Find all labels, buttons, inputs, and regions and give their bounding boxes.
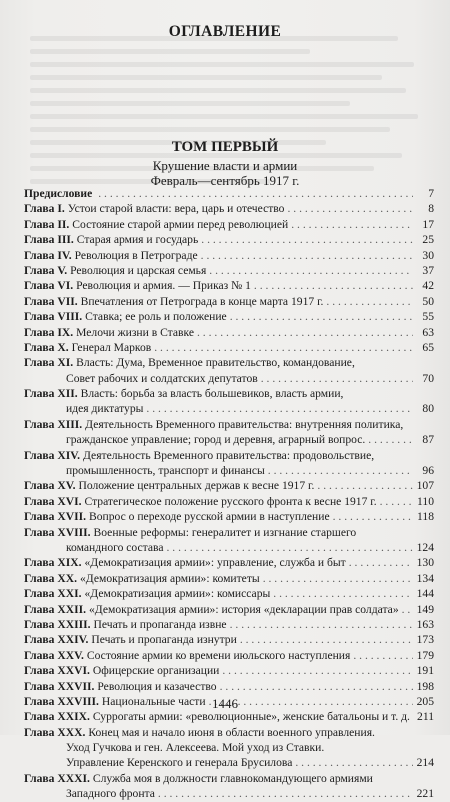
chapter-number: Глава XXIX. bbox=[24, 709, 90, 724]
chapter-number: Глава XXI. bbox=[24, 586, 81, 601]
dot-leader bbox=[220, 679, 413, 694]
chapter-title: Впечатления от Петрограда в конце марта 1917 г. bbox=[81, 294, 324, 309]
dot-leader bbox=[167, 540, 414, 555]
dot-leader bbox=[273, 586, 413, 601]
page-ref: 149 bbox=[416, 602, 434, 617]
toc-entry bbox=[24, 248, 434, 263]
chapter-title: «Демократизация армии»: история «декларации прав солдата» bbox=[89, 602, 399, 617]
page-ref: 96 bbox=[416, 463, 434, 478]
chapter-number: Глава XXII. bbox=[24, 602, 86, 617]
dot-leader bbox=[368, 432, 413, 447]
dot-leader bbox=[209, 263, 413, 278]
chapter-number: Глава XXVI. bbox=[24, 663, 90, 678]
chapter-title: Старая армия и государь bbox=[77, 232, 199, 247]
chapter-title: Революция в Петрограде bbox=[75, 248, 198, 263]
toc-entry bbox=[24, 786, 434, 801]
chapter-title: «Демократизация армии»: комитеты bbox=[80, 571, 260, 586]
page-ref: 124 bbox=[416, 540, 434, 555]
toc-entry bbox=[24, 540, 434, 555]
toc-entry bbox=[24, 663, 434, 678]
chapter-number: Глава XVII. bbox=[24, 509, 86, 524]
page-ref: 70 bbox=[416, 371, 434, 386]
toc-entry bbox=[24, 679, 434, 694]
chapter-title: Печать и пропаганда извне bbox=[94, 617, 227, 632]
chapter-number: Предисловие bbox=[24, 186, 92, 201]
toc-entry bbox=[24, 232, 434, 247]
chapter-number: Глава XIII. bbox=[24, 417, 82, 432]
chapter-number: Глава V. bbox=[24, 263, 67, 278]
page-ref: 205 bbox=[416, 694, 434, 709]
dot-leader bbox=[326, 294, 413, 309]
chapter-title: Состояние старой армии перед революцией bbox=[72, 217, 288, 232]
page-ref: 144 bbox=[416, 586, 434, 601]
volume-subtitle: Крушение власти и армии bbox=[0, 158, 450, 173]
toc-entry bbox=[24, 632, 434, 647]
dot-leader bbox=[254, 278, 413, 293]
toc-entry bbox=[24, 278, 434, 293]
dot-leader bbox=[317, 478, 413, 493]
page-heading: ОГЛАВЛЕНИЕ bbox=[0, 23, 450, 41]
chapter-number: Глава VII. bbox=[24, 294, 78, 309]
chapter-title: Деятельность Временного правительства: внутренняя политика, bbox=[85, 417, 403, 432]
dot-leader bbox=[353, 648, 413, 663]
toc-entry bbox=[24, 417, 434, 432]
chapter-title: гражданское управление; город и деревня, аграрный вопрос. bbox=[66, 432, 365, 447]
toc-entry bbox=[24, 201, 434, 216]
page-ref: 163 bbox=[416, 617, 434, 632]
chapter-title: Деятельность Временного правительства: продовольствие, bbox=[83, 448, 374, 463]
dot-leader bbox=[158, 786, 413, 801]
chapter-number: Глава XII. bbox=[24, 386, 78, 401]
toc-entry bbox=[24, 755, 434, 770]
page-ref: 50 bbox=[416, 294, 434, 309]
chapter-title: Власть: борьба за власть большевиков, власть армии, bbox=[81, 386, 344, 401]
toc-entry bbox=[24, 355, 434, 370]
toc-entry bbox=[24, 525, 434, 540]
toc-entry bbox=[24, 294, 434, 309]
chapter-title: Служба моя в должности главнокомандующего армиями bbox=[93, 771, 373, 786]
toc-entry bbox=[24, 340, 434, 355]
dot-leader bbox=[402, 602, 413, 617]
volume-dates: Февраль—сентябрь 1917 г. bbox=[0, 173, 450, 188]
dot-leader bbox=[197, 325, 413, 340]
chapter-number: Глава XVI. bbox=[24, 494, 81, 509]
dot-leader bbox=[295, 755, 413, 770]
dot-leader bbox=[154, 340, 413, 355]
chapter-title: Генерал Марков bbox=[72, 340, 152, 355]
dot-leader bbox=[349, 555, 413, 570]
page-ref: 191 bbox=[416, 663, 434, 678]
toc-entry bbox=[24, 555, 434, 570]
chapter-title: Революция и армия. — Приказ № 1 bbox=[76, 278, 251, 293]
toc-entry bbox=[24, 509, 434, 524]
toc-entry bbox=[24, 448, 434, 463]
toc-entry bbox=[24, 478, 434, 493]
page-ref: 65 bbox=[416, 340, 434, 355]
toc-entry bbox=[24, 401, 434, 416]
page-ref: 110 bbox=[416, 494, 434, 509]
page-ref: 198 bbox=[416, 679, 434, 694]
dot-leader bbox=[146, 401, 413, 416]
chapter-title: Ставка; ее роль и положение bbox=[85, 309, 227, 324]
chapter-number: Глава III. bbox=[24, 232, 74, 247]
dot-leader bbox=[98, 186, 413, 201]
page-ref: 55 bbox=[416, 309, 434, 324]
page-ref: 107 bbox=[416, 478, 434, 493]
toc-entry bbox=[24, 771, 434, 786]
chapter-title: Совет рабочих и солдатских депутатов bbox=[66, 371, 258, 386]
chapter-title: промышленность, транспорт и финансы bbox=[66, 463, 265, 478]
page-ref: 80 bbox=[416, 401, 434, 416]
toc-entry bbox=[24, 571, 434, 586]
toc-entry bbox=[24, 217, 434, 232]
toc-entry bbox=[24, 463, 434, 478]
toc-entry bbox=[24, 309, 434, 324]
dot-leader bbox=[287, 201, 413, 216]
chapter-number: Глава X. bbox=[24, 340, 69, 355]
dot-leader bbox=[201, 232, 413, 247]
chapter-number: Глава XXIII. bbox=[24, 617, 91, 632]
page-ref: 25 bbox=[416, 232, 434, 247]
chapter-number: Глава XXVIII. bbox=[24, 694, 99, 709]
dot-leader bbox=[380, 494, 413, 509]
chapter-number: Глава XXVII. bbox=[24, 679, 94, 694]
chapter-title: Положение центральных держав к весне 1917 г. bbox=[78, 478, 314, 493]
dot-leader bbox=[268, 463, 413, 478]
chapter-number: Глава XI. bbox=[24, 355, 73, 370]
chapter-title: Управление Керенского и генерала Брусилова bbox=[66, 755, 292, 770]
toc-entry bbox=[24, 740, 434, 755]
dot-leader bbox=[201, 248, 413, 263]
toc-entry bbox=[24, 494, 434, 509]
volume-title: ТОМ ПЕРВЫЙ bbox=[0, 139, 450, 156]
chapter-number: Глава XX. bbox=[24, 571, 77, 586]
chapter-number: Глава XXX. bbox=[24, 725, 85, 740]
chapter-title: Устои старой власти: вера, царь и отечество bbox=[68, 201, 285, 216]
page-ref: 221 bbox=[416, 786, 434, 801]
toc-entry bbox=[24, 186, 434, 201]
dot-leader bbox=[263, 571, 413, 586]
chapter-number: Глава XXIV. bbox=[24, 632, 88, 647]
dot-leader bbox=[230, 309, 413, 324]
page-ref: 7 bbox=[416, 186, 434, 201]
chapter-title: «Демократизация армии»: комиссары bbox=[84, 586, 270, 601]
toc-entry bbox=[24, 386, 434, 401]
toc-entry bbox=[24, 325, 434, 340]
chapter-number: Глава XXXI. bbox=[24, 771, 90, 786]
dot-leader bbox=[222, 663, 413, 678]
chapter-title: Военные реформы: генералитет и изгнание старшего bbox=[94, 525, 357, 540]
toc-entry bbox=[24, 617, 434, 632]
dot-leader bbox=[230, 617, 413, 632]
page-number: 1446 bbox=[0, 696, 450, 712]
chapter-number: Глава VI. bbox=[24, 278, 73, 293]
toc-entry bbox=[24, 602, 434, 617]
chapter-number: Глава IX. bbox=[24, 325, 73, 340]
page-ref: 17 bbox=[416, 217, 434, 232]
chapter-title: Революция и царская семья bbox=[70, 263, 206, 278]
toc-entry bbox=[24, 725, 434, 740]
chapter-title: Стратегическое положение русского фронта к весне 1917 г. bbox=[84, 494, 376, 509]
chapter-number: Глава XXV. bbox=[24, 648, 84, 663]
chapter-number: Глава I. bbox=[24, 201, 65, 216]
toc-entry bbox=[24, 371, 434, 386]
dot-leader bbox=[333, 509, 413, 524]
chapter-title: Состояние армии ко времени июльского наступления bbox=[87, 648, 350, 663]
chapter-number: Глава VIII. bbox=[24, 309, 82, 324]
chapter-number: Глава XIV. bbox=[24, 448, 80, 463]
page-ref: 134 bbox=[416, 571, 434, 586]
chapter-title: Власть: Дума, Временное правительство, командование, bbox=[76, 355, 355, 370]
chapter-title: Вопрос о переходе русской армии в наступление bbox=[89, 509, 330, 524]
chapter-title: Конец мая и начало июня в области военного управления. bbox=[88, 725, 375, 740]
dot-leader bbox=[291, 217, 413, 232]
page-ref: 214 bbox=[416, 755, 434, 770]
chapter-title: Офицерские организации bbox=[93, 663, 220, 678]
page-ref: 118 bbox=[416, 509, 434, 524]
chapter-title: Мелочи жизни в Ставке bbox=[76, 325, 194, 340]
chapter-number: Глава XV. bbox=[24, 478, 75, 493]
page-ref: 30 bbox=[416, 248, 434, 263]
chapter-title: Революция и казачество bbox=[97, 679, 216, 694]
dot-leader bbox=[240, 632, 413, 647]
chapter-number: Глава XVIII. bbox=[24, 525, 91, 540]
chapter-title: командного состава bbox=[66, 540, 164, 555]
dot-leader bbox=[261, 371, 413, 386]
page-ref: 63 bbox=[416, 325, 434, 340]
chapter-number: Глава II. bbox=[24, 217, 69, 232]
chapter-number: Глава XIX. bbox=[24, 555, 81, 570]
page-ref: 8 bbox=[416, 201, 434, 216]
chapter-title: идея диктатуры bbox=[66, 401, 143, 416]
page-ref: 87 bbox=[416, 432, 434, 447]
page-ref: 37 bbox=[416, 263, 434, 278]
page-ref: 179 bbox=[416, 648, 434, 663]
chapter-title: «Демократизация армии»: управление, служба и быт bbox=[84, 555, 345, 570]
toc-entry bbox=[24, 648, 434, 663]
chapter-title: Суррогаты армии: «революционные», женские батальоны и т. д. bbox=[93, 709, 410, 724]
page-ref: 173 bbox=[416, 632, 434, 647]
page-ref: 130 bbox=[416, 555, 434, 570]
chapter-number: Глава IV. bbox=[24, 248, 72, 263]
toc-entry bbox=[24, 263, 434, 278]
toc-entry bbox=[24, 586, 434, 601]
page-ref: 211 bbox=[416, 709, 434, 724]
page-ref: 42 bbox=[416, 278, 434, 293]
toc-entry bbox=[24, 432, 434, 447]
chapter-title: Уход Гучкова и ген. Алексеева. Мой уход из Ставки. bbox=[66, 740, 324, 755]
chapter-title: Западного фронта bbox=[66, 786, 155, 801]
chapter-title: Печать и пропаганда изнутри bbox=[91, 632, 236, 647]
chapter-title: Национальные части bbox=[102, 694, 206, 709]
